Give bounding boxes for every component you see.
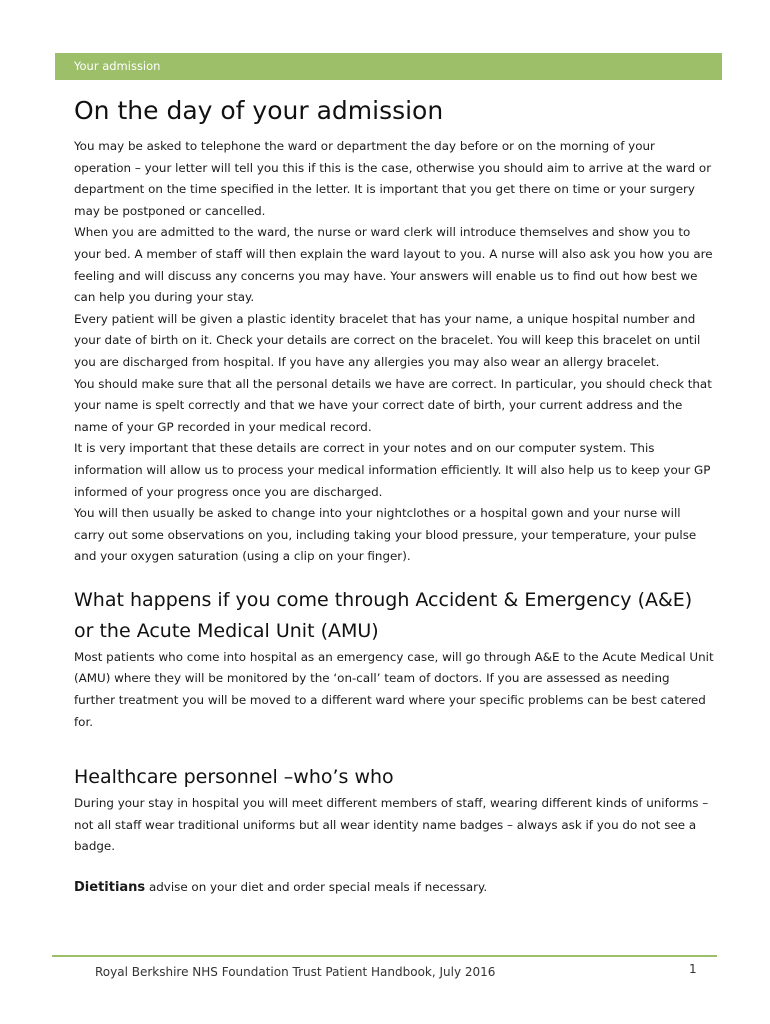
page-number: 1 — [689, 962, 697, 976]
page-content — [74, 94, 714, 899]
dietitians-description: advise on your diet and order special meals if necessary. — [145, 880, 488, 895]
footer-publication: Royal Berkshire NHS Foundation Trust Patient Handbook, July 2016 — [95, 965, 496, 979]
intro-paragraph-3: Every patient will be given a plastic identity bracelet that has your name, a unique hospital number and your date of birth on it. Check your details are correct on the bracelet. You will keep this bracelet on until you are discharged from hospital. If you have any allergies you may also wear an allergy bracelet. — [74, 311, 701, 369]
intro-paragraph-5: It is very important that these details are correct in your notes and on our computer system. This information will allow us to process your medical information efficiently. It will also help us to keep your GP informed of your progress once you are discharged. — [74, 441, 711, 499]
personnel-section-paragraph: During your stay in hospital you will meet different members of staff, wearing different kinds of uniforms – not all staff wear traditional uniforms but all wear identity name badges – always ask if you do not see a badge. — [74, 796, 709, 854]
ae-section-paragraph: Most patients who come into hospital as an emergency case, will go through A&E to the Acute Medical Unit (AMU) where they will be monitored by the ‘on-call’ team of doctors. If you are assessed as needing further treatment you will be moved to a different ward where your specific problems can be best catered for. — [74, 649, 714, 729]
page-title: On the day of your admission — [74, 96, 444, 125]
intro-paragraph-2: When you are admitted to the ward, the nurse or ward clerk will introduce themselves and show you to your bed. A member of staff will then explain the ward layout to you. A nurse will also ask you how you are feeling and will discuss any concerns you may have. Your answers will enable us to find out how best we can help you during your stay. — [74, 225, 713, 305]
footer-divider — [52, 955, 717, 957]
personnel-section-heading: Healthcare personnel –who’s who — [74, 766, 394, 789]
intro-paragraph-1: You may be asked to telephone the ward or department the day before or on the morning of your operation – your letter will tell you this if this is the case, otherwise you should aim to arrive at the ward or department on the time specified in the letter. It is important that you get there on time or your surgery may be postponed or cancelled. — [74, 139, 712, 218]
intro-paragraph-6: You will then usually be asked to change into your nightclothes or a hospital gown and your nurse will carry out some observations on you, including taking your blood pressure, your temperature, your pulse and your oxygen saturation (using a clip on your finger). — [74, 506, 697, 564]
section-header-band — [55, 53, 722, 80]
ae-section-heading: What happens if you come through Accident & Emergency (A&E) or the Acute Medical Unit (AMU) — [74, 588, 693, 642]
section-label: Your admission — [74, 59, 161, 73]
dietitians-entry — [74, 877, 714, 899]
intro-paragraph-4: You should make sure that all the personal details we have are correct. In particular, you should check that your name is spelt correctly and that we have your correct date of birth, your current address and the name of your GP recorded in your medical record. — [74, 376, 712, 434]
dietitians-term: Dietitians — [74, 880, 146, 896]
